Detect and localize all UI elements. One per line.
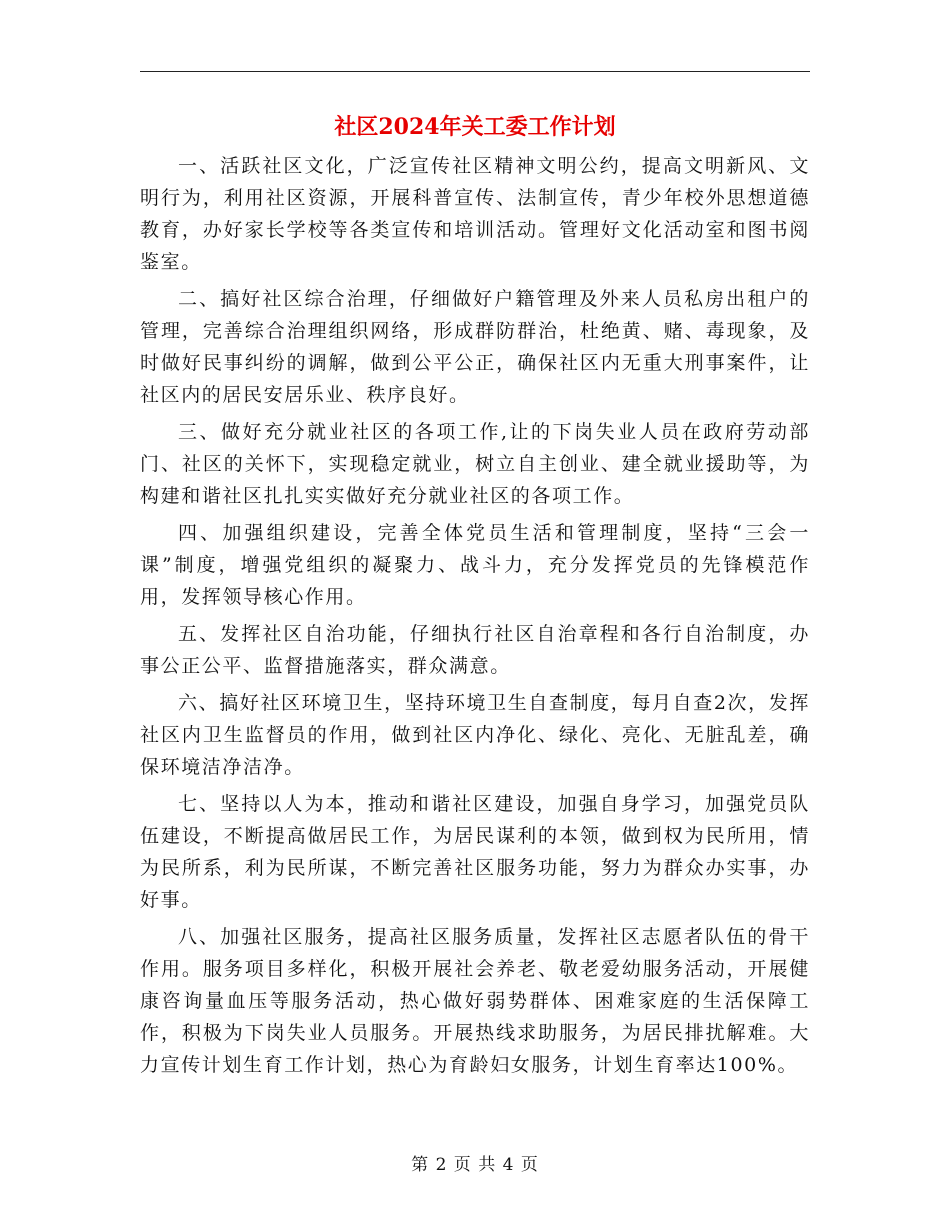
- paragraph-5: 五、发挥社区自治功能，仔细执行社区自治章程和各行自治制度，办事公正公平、监督措施落实，群众满意。: [140, 623, 810, 677]
- document-title: 社区2024年关工委工作计划: [334, 114, 616, 140]
- paragraph-6: 六、搞好社区环境卫生，坚持环境卫生自查制度，每月自查2次，发挥社区内卫生监督员的作用，做到社区内净化、绿化、亮化、无脏乱差，确保环境洁净洁净。: [140, 692, 810, 778]
- paragraph-4: 四、加强组织建设，完善全体党员生活和管理制度，坚持“三会一课”制度，增强党组织的凝聚力、战斗力，充分发挥党员的先锋模范作用，发挥领导核心作用。: [140, 522, 810, 608]
- paragraph-3: 三、做好充分就业社区的各项工作,让的下岗失业人员在政府劳动部门、社区的关怀下，实现稳定就业，树立自主创业、建全就业援助等，为构建和谐社区扎扎实实做好充分就业社区的各项工作。: [140, 421, 810, 507]
- paragraph-7: 七、坚持以人为本，推动和谐社区建设，加强自身学习，加强党员队伍建设，不断提高做居民工作，为居民谋利的本领，做到权为民所用，情为民所系，利为民所谋，不断完善社区服务功能，努力为群众办实事，办好事。: [140, 793, 810, 911]
- paragraph-1: 一、活跃社区文化，广泛宣传社区精神文明公约，提高文明新风、文明行为，利用社区资源，开展科普宣传、法制宣传，青少年校外思想道德教育，办好家长学校等各类宣传和培训活动。管理好文化活动室和图书阅鉴室。: [140, 155, 810, 273]
- header-rule: [140, 71, 810, 72]
- paragraph-8: 八、加强社区服务，提高社区服务质量，发挥社区志愿者队伍的骨干作用。服务项目多样化，积极开展社会养老、敬老爱幼服务活动，开展健康咨询量血压等服务活动，热心做好弱势群体、困难家庭的生活保障工作，积极为下岗失业人员服务。开展热线求助服务，为居民排扰解难。大力宣传计划生育工作计划，热心为育龄妇女服务，计划生育率达100%。: [140, 926, 810, 1076]
- page-number: 第 2 页 共 4 页: [411, 1155, 539, 1175]
- paragraph-2: 二、搞好社区综合治理，仔细做好户籍管理及外来人员私房出租户的管理，完善综合治理组织网络，形成群防群治，杜绝黄、赌、毒现象，及时做好民事纠纷的调解，做到公平公正，确保社区内无重大刑事案件，让社区内的居民安居乐业、秩序良好。: [140, 288, 810, 406]
- document-body: [140, 150, 810, 1086]
